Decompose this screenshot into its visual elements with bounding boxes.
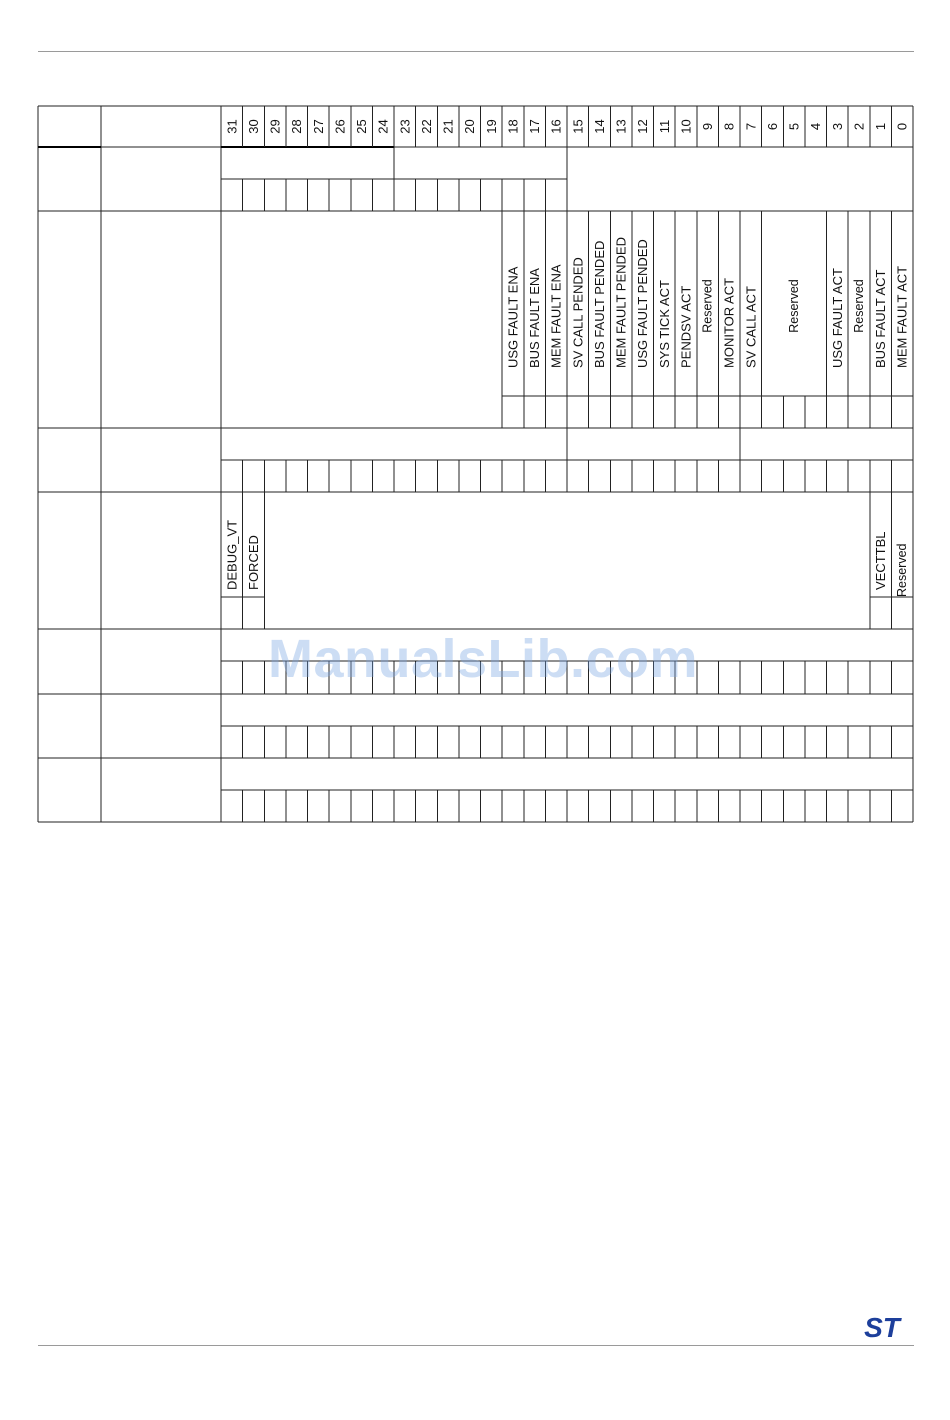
shcsr-field-label: Reserved — [700, 279, 715, 333]
bit-number-label: 15 — [570, 119, 586, 134]
bit-number-label: 28 — [289, 119, 305, 134]
bit-number-label: 16 — [548, 119, 564, 134]
bit-number-label: 7 — [743, 122, 759, 131]
dfsr-field-label: Reserved — [895, 543, 910, 597]
bit-number-label: 0 — [894, 122, 910, 131]
table-grid — [38, 106, 913, 822]
bit-number-label: 30 — [245, 119, 261, 134]
shcsr-field-label: PENDSV ACT — [678, 285, 694, 368]
bit-number-label: 14 — [591, 119, 607, 134]
shcsr-field-label: USG FAULT ENA — [505, 266, 521, 368]
bit-number-label: 10 — [678, 119, 694, 134]
bit-number-label: 11 — [656, 119, 672, 134]
bit-number-label: 20 — [462, 119, 478, 134]
shcsr-field-label: SV CALL PENDED — [570, 257, 586, 368]
bit-number-label: 24 — [375, 119, 391, 134]
bit-number-label: 21 — [440, 119, 456, 134]
bit-number-label: 22 — [418, 119, 434, 134]
bit-number-label: 4 — [808, 122, 824, 131]
logo-text: ST — [864, 1313, 900, 1341]
bit-number-label: 12 — [635, 119, 651, 134]
bit-number-label: 25 — [354, 119, 370, 134]
bit-number-label: 31 — [224, 119, 240, 134]
bit-number-label: 3 — [829, 122, 845, 131]
shcsr-field-label: BUS FAULT PENDED — [591, 240, 607, 368]
dfsr-field-label: FORCED — [245, 535, 261, 590]
shcsr-field-label: MEM FAULT ACT — [894, 265, 910, 368]
bit-number-label: 26 — [332, 119, 348, 134]
bit-number-label: 27 — [310, 119, 326, 134]
dfsr-field-label: VECTTBL — [873, 531, 889, 590]
shcsr-field-label: BUS FAULT ACT — [873, 269, 889, 368]
dfsr-field-label: DEBUG_VT — [224, 519, 240, 590]
shcsr-field-label: USG FAULT ACT — [829, 268, 845, 368]
bit-number-label: 23 — [397, 119, 413, 134]
shcsr-field-label: USG FAULT PENDED — [635, 239, 651, 368]
shcsr-field-label: SYS TICK ACT — [656, 280, 672, 368]
bit-number-label: 18 — [505, 119, 521, 134]
shcsr-field-label: Reserved — [787, 279, 802, 333]
bit-number-label: 1 — [873, 122, 889, 131]
shcsr-field-labels — [505, 237, 909, 368]
shcsr-field-label: BUS FAULT ENA — [527, 268, 543, 368]
bit-number-label: 2 — [851, 122, 867, 131]
watermark: ManualsLib.com — [268, 629, 699, 689]
st-logo — [852, 1313, 912, 1341]
bit-number-label: 19 — [483, 119, 499, 134]
bit-number-label: 8 — [721, 122, 737, 131]
bit-number-label: 6 — [764, 122, 780, 131]
shcsr-field-label: Reserved — [851, 279, 866, 333]
shcsr-field-label: MONITOR ACT — [721, 277, 737, 368]
dfsr-field-labels — [224, 520, 909, 597]
bit-number-label: 5 — [786, 122, 802, 131]
bit-number-label: 17 — [527, 119, 543, 134]
shcsr-field-label: SV CALL ACT — [743, 286, 759, 368]
shcsr-field-label: MEM FAULT PENDED — [613, 237, 629, 368]
bit-number-label: 13 — [613, 119, 629, 134]
bit-number-label: 9 — [700, 122, 716, 131]
bit-number-label: 29 — [267, 119, 283, 134]
shcsr-field-label: MEM FAULT ENA — [548, 264, 564, 368]
